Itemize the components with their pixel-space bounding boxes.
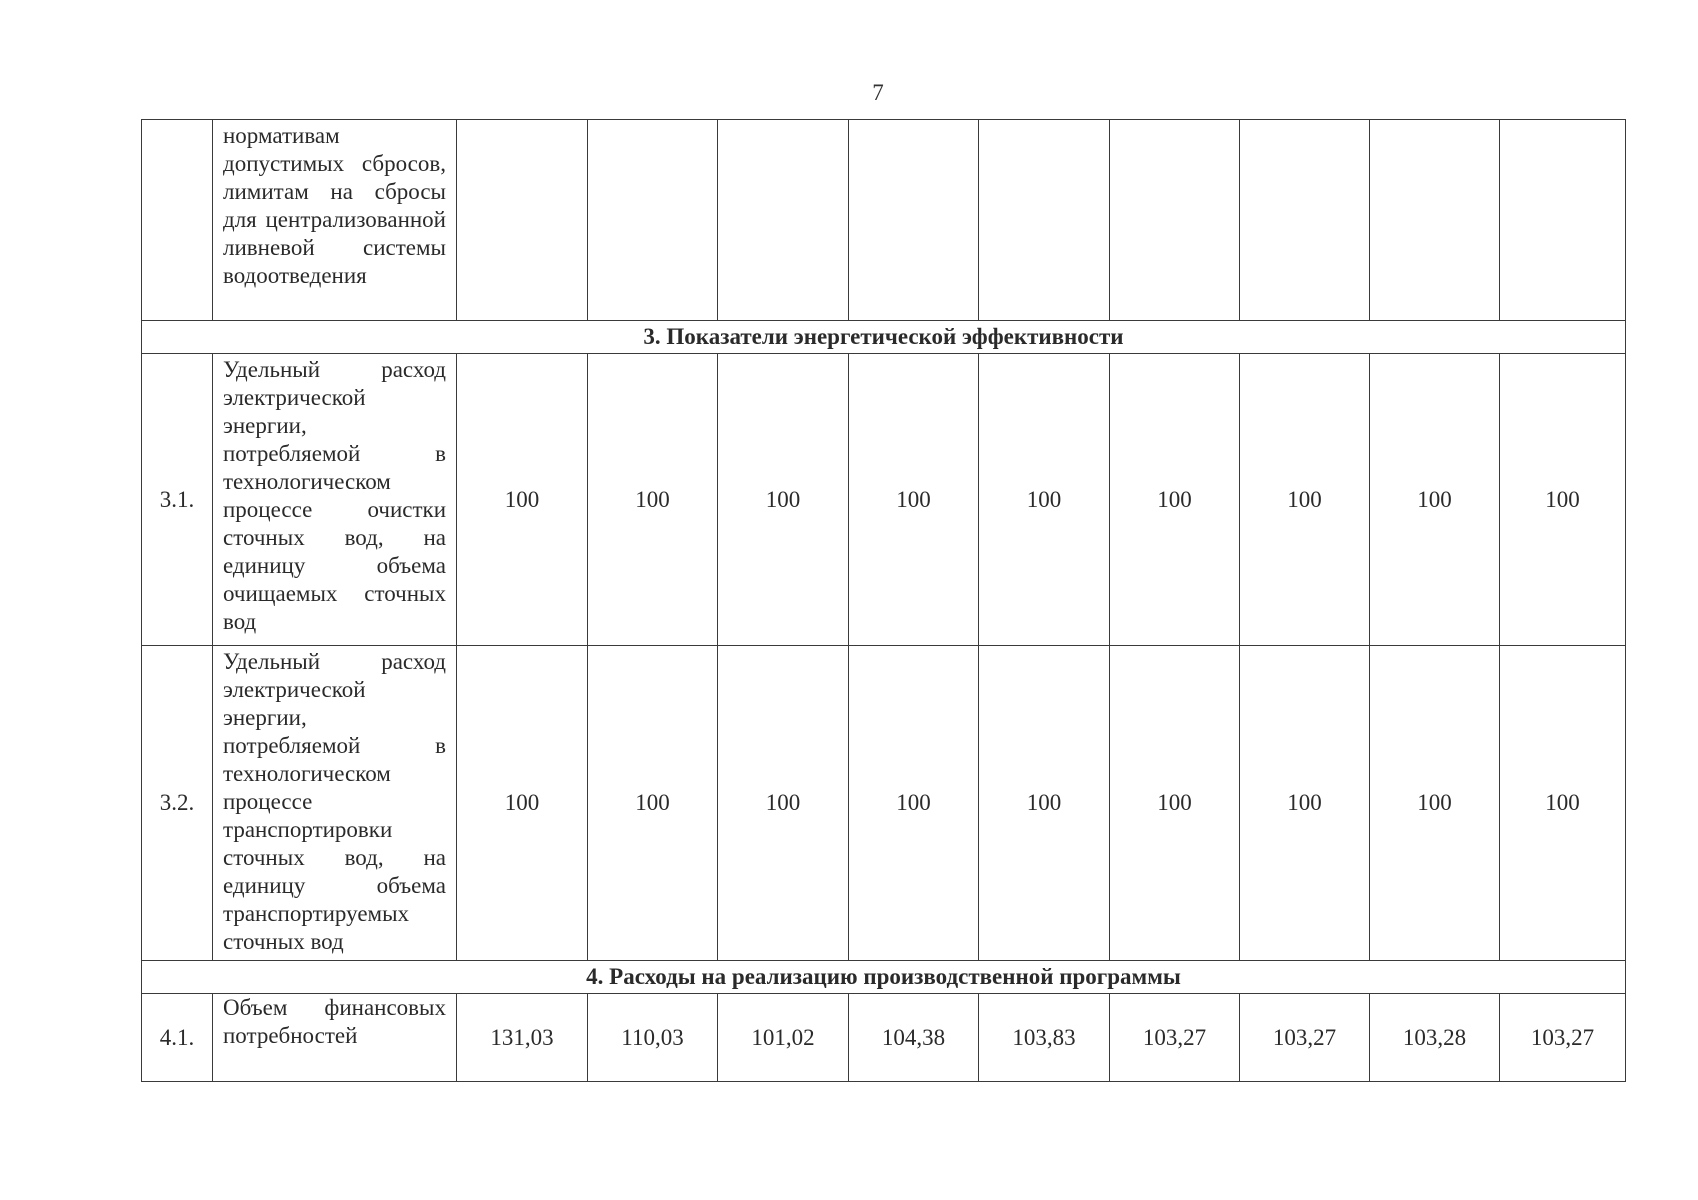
section-title: 3. Показатели энергетической эффективности [142, 321, 1626, 354]
value-cell: 100 [979, 354, 1110, 646]
row-number: 4.1. [142, 994, 213, 1082]
value-cell [457, 120, 588, 321]
value-cell: 100 [1110, 354, 1240, 646]
value-cell: 100 [1240, 354, 1370, 646]
value-cell: 100 [1370, 354, 1500, 646]
value-cell: 100 [457, 646, 588, 961]
value-cell [1240, 120, 1370, 321]
section-header-row [142, 961, 1626, 994]
row-number: 3.1. [142, 354, 213, 646]
value-cell: 100 [718, 646, 849, 961]
value-cell [1110, 120, 1240, 321]
value-cell: 100 [1110, 646, 1240, 961]
indicators-table [141, 119, 1626, 1082]
value-cell: 131,03 [457, 994, 588, 1082]
page-number: 7 [872, 80, 884, 105]
value-cell: 100 [849, 646, 979, 961]
value-cell: 110,03 [588, 994, 718, 1082]
value-cell: 101,02 [718, 994, 849, 1082]
value-cell: 103,27 [1110, 994, 1240, 1082]
value-cell: 100 [718, 354, 849, 646]
value-cell: 103,27 [1240, 994, 1370, 1082]
value-cell: 100 [1240, 646, 1370, 961]
value-cell [588, 120, 718, 321]
value-cell [849, 120, 979, 321]
value-cell: 100 [979, 646, 1110, 961]
value-cell: 100 [588, 646, 718, 961]
row-number: 3.2. [142, 646, 213, 961]
value-cell: 103,28 [1370, 994, 1500, 1082]
table-row [142, 646, 1626, 961]
value-cell: 103,27 [1500, 994, 1626, 1082]
row-description: нормативам допустимых сбросов, лимитам на сбросы для централизованной ливневой системы водоотведения [213, 120, 457, 321]
value-cell: 100 [1370, 646, 1500, 961]
value-cell: 100 [457, 354, 588, 646]
table-row [142, 994, 1626, 1082]
value-cell: 104,38 [849, 994, 979, 1082]
value-cell [1500, 120, 1626, 321]
section-title: 4. Расходы на реализацию производственной программы [142, 961, 1626, 994]
value-cell [718, 120, 849, 321]
indicators-table-wrapper [141, 119, 1626, 1082]
row-description: Объем финансовых потребностей [213, 994, 457, 1082]
value-cell [1370, 120, 1500, 321]
value-cell: 100 [849, 354, 979, 646]
table-row [142, 120, 1626, 321]
row-number [142, 120, 213, 321]
value-cell: 100 [1500, 354, 1626, 646]
table-row [142, 354, 1626, 646]
value-cell [979, 120, 1110, 321]
section-header-row [142, 321, 1626, 354]
value-cell: 100 [1500, 646, 1626, 961]
row-description: Удельный расход электрической энергии, потребляемой в технологическом процессе транспортировки сточных вод, на единицу объема транспортируемых сточных вод [213, 646, 457, 961]
value-cell: 100 [588, 354, 718, 646]
row-description: Удельный расход электрической энергии, потребляемой в технологическом процессе очистки сточных вод, на единицу объема очищаемых сточных вод [213, 354, 457, 646]
value-cell: 103,83 [979, 994, 1110, 1082]
